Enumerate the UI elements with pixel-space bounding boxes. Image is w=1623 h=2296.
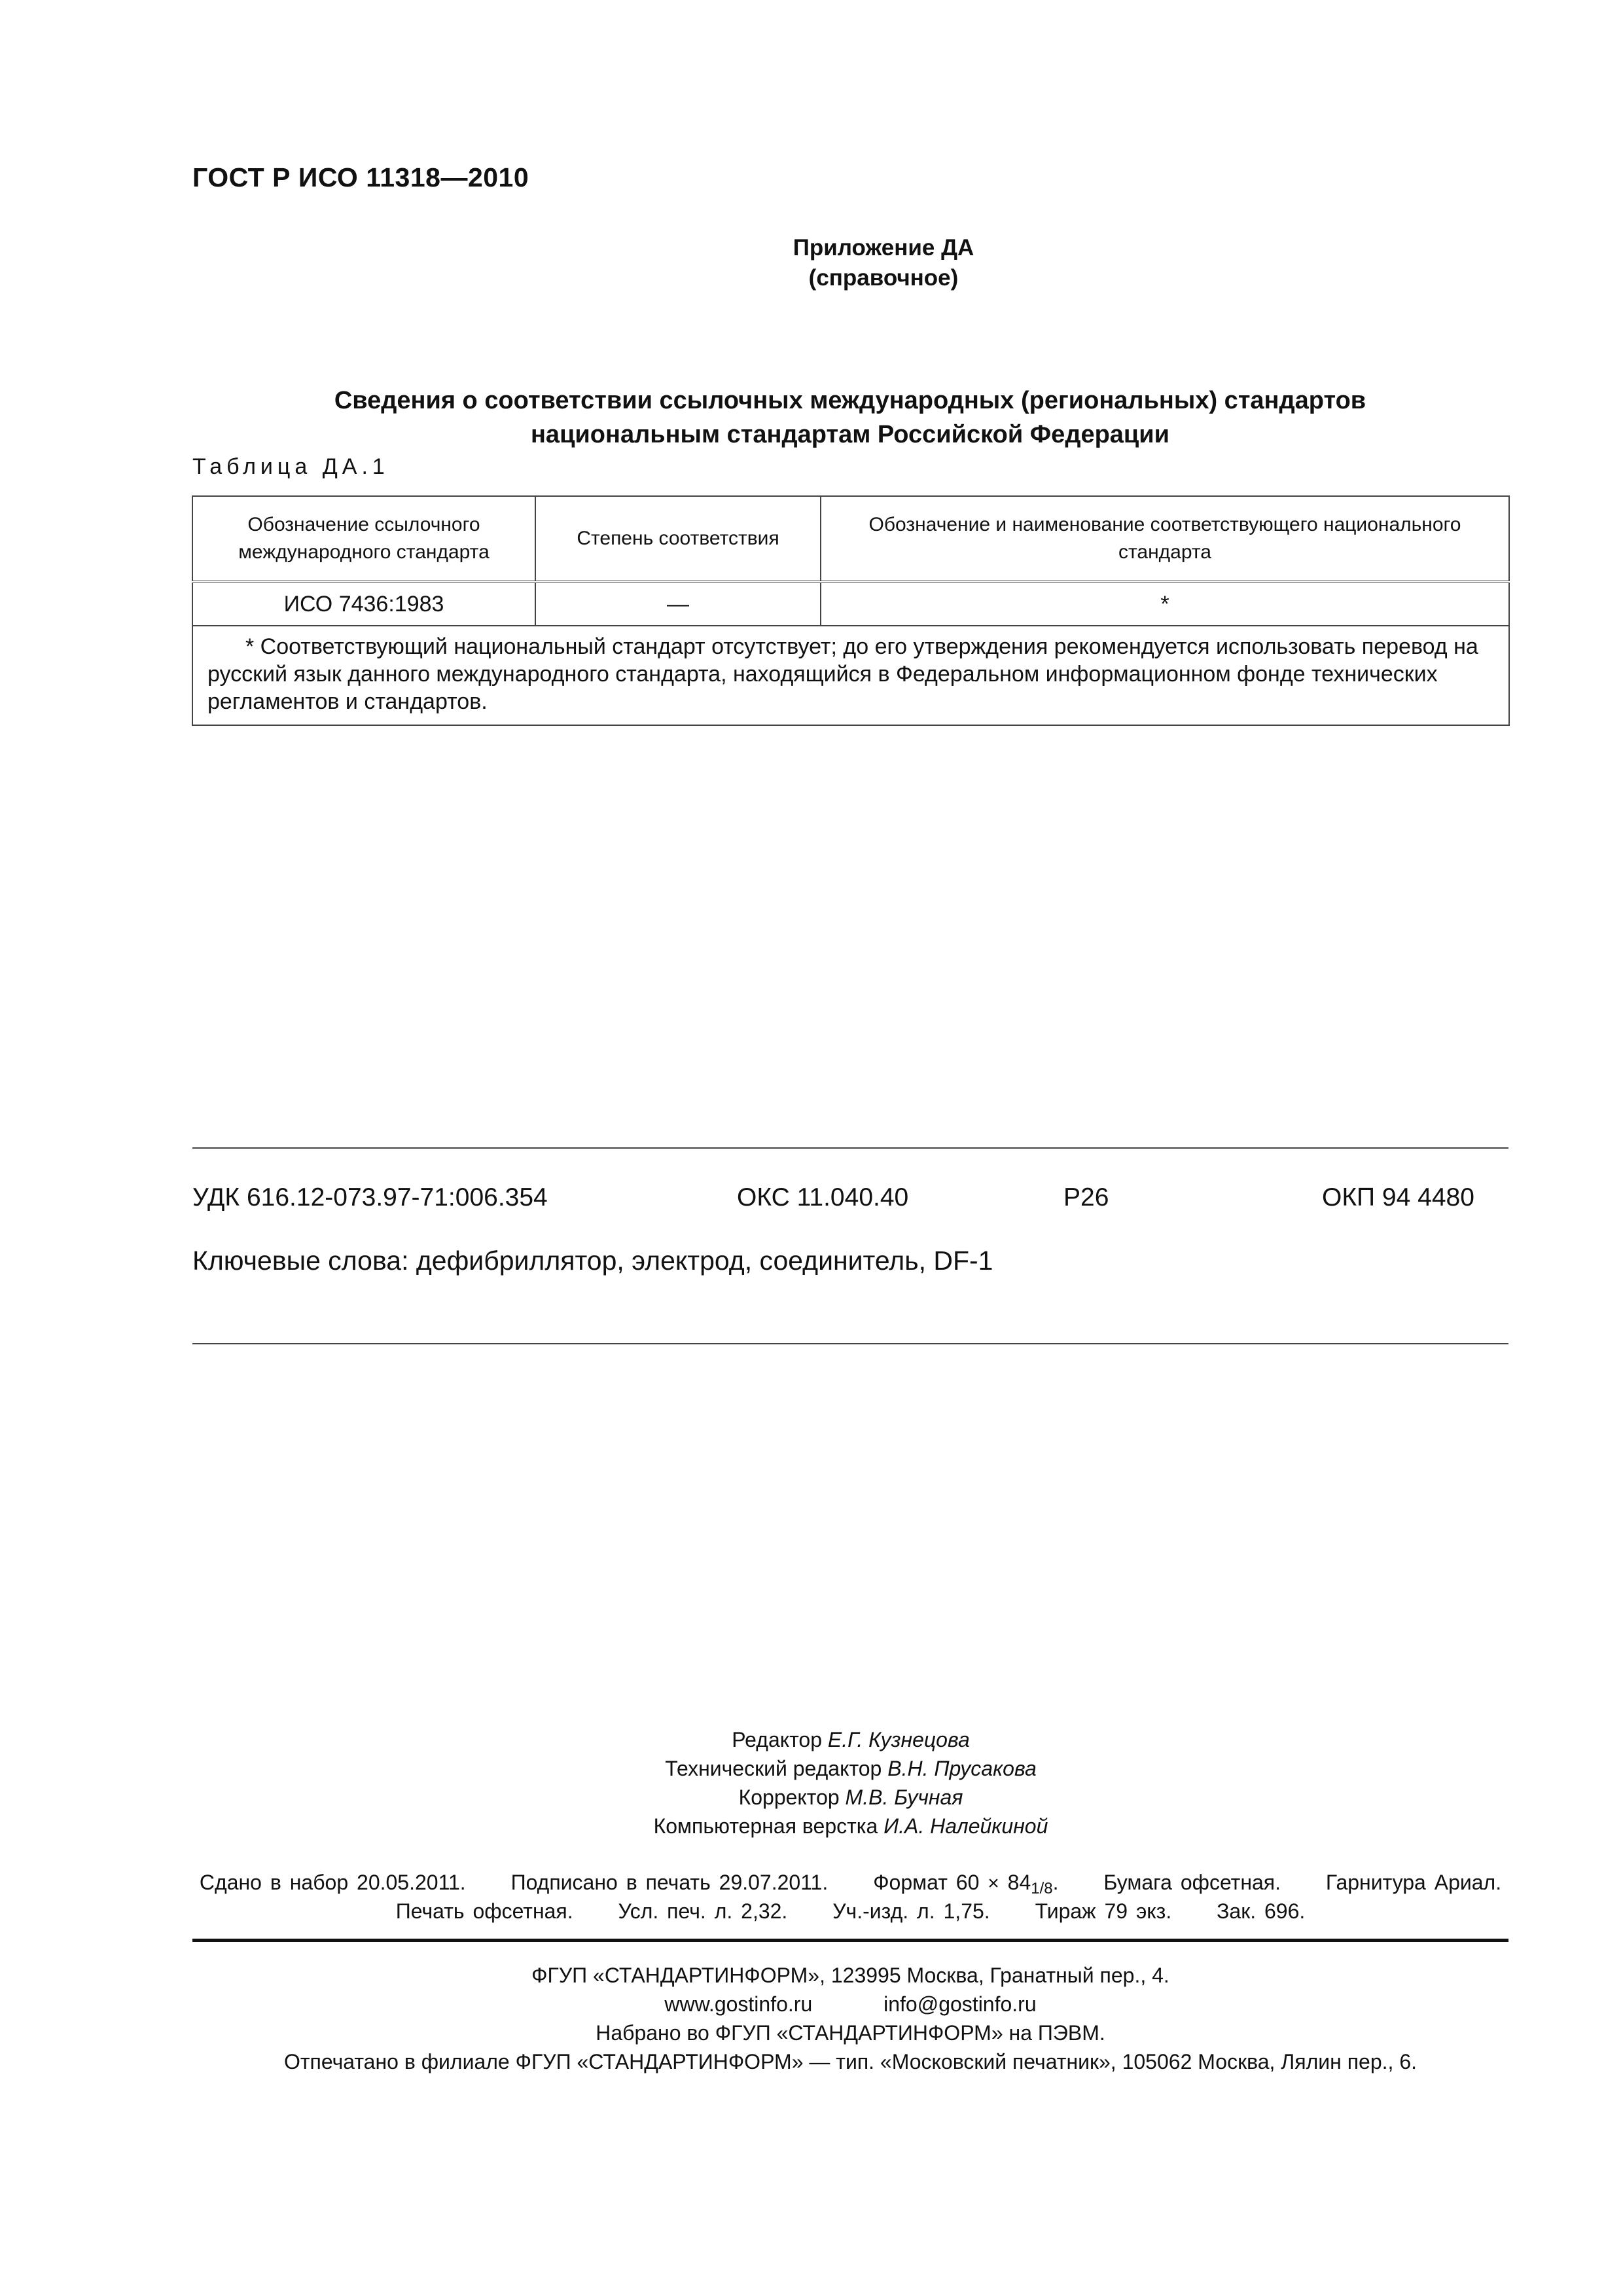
email-link[interactable]: info@gostinfo.ru: [883, 1992, 1037, 2016]
typeset-info: Набрано во ФГУП «СТАНДАРТИНФОРМ» на ПЭВМ.: [596, 2021, 1105, 2045]
staff-role: Редактор: [732, 1728, 822, 1751]
section-title-line-2: национальным стандартам Российской Федерации: [530, 421, 1169, 448]
appendix-subtitle: (справочное): [808, 265, 959, 291]
keywords: Ключевые слова: дефибриллятор, электрод, соединитель, DF-1: [192, 1246, 993, 1276]
printed-sheets: Усл. печ. л. 2,32.: [618, 1899, 788, 1923]
staff-layout: [393, 1814, 1309, 1839]
divider-bottom: [192, 1939, 1508, 1942]
signed-date: Подписано в печать 29.07.2011.: [510, 1871, 829, 1894]
correspondence-table: [192, 495, 1510, 726]
table-header-row: [192, 496, 1509, 582]
divider-middle: [192, 1343, 1508, 1344]
document-code: ГОСТ Р ИСО 11318—2010: [192, 162, 529, 192]
column-header-national-standard: Обозначение и наименование соответствующего национального стандарта: [821, 496, 1509, 582]
section-title-line-1: Сведения о соответствии ссылочных международных (региональных) стандартов: [334, 387, 1366, 414]
printed-info: Отпечатано в филиале ФГУП «СТАНДАРТИНФОРМ» — тип. «Московский печатник», 105062 Москва, Лялин пер., 6.: [283, 2050, 1417, 2073]
format: Формат 60 × 841/8.: [873, 1871, 1059, 1897]
appendix-title: Приложение ДА: [793, 235, 974, 260]
cell-international-standard: ИСО 7436:1983: [192, 582, 535, 626]
publisher-sheets: Уч.-изд. л. 1,75.: [832, 1899, 990, 1923]
print-info-line-2: [192, 1899, 1508, 1924]
table-row: [192, 582, 1509, 626]
staff-name: И.А. Налейкиной: [883, 1814, 1048, 1838]
divider-top: [192, 1147, 1508, 1149]
cell-compliance-degree: —: [535, 582, 821, 626]
paper-type: Бумага офсетная.: [1103, 1871, 1281, 1894]
website-link[interactable]: www.gostinfo.ru: [664, 1992, 813, 2016]
staff-name: М.В. Бучная: [845, 1785, 963, 1809]
print-type: Печать офсетная.: [395, 1899, 573, 1923]
staff-proofreader: [393, 1785, 1309, 1810]
column-header-compliance-degree: Степень соответствия: [535, 496, 821, 582]
staff-editor: [393, 1728, 1309, 1752]
typeface: Гарнитура Ариал.: [1325, 1871, 1502, 1894]
okp-code: ОКП 94 4480: [1322, 1183, 1474, 1211]
submitted-date: Сдано в набор 20.05.2011.: [199, 1871, 466, 1894]
udk-code: УДК 616.12-073.97-71:006.354: [192, 1183, 548, 1211]
table-label: Таблица ДА.1: [192, 454, 389, 479]
oks-code: ОКС 11.040.40: [737, 1183, 909, 1211]
publisher-contacts: [192, 1992, 1508, 2017]
order-number: Зак. 696.: [1217, 1899, 1306, 1923]
print-info-line-1: [192, 1871, 1508, 1898]
cell-national-standard: *: [821, 582, 1509, 626]
table-footnote: * Соответствующий национальный стандарт отсутствует; до его утверждения рекомендуется использовать перевод на русский язык данного международного стандарта, находящийся в Федеральном информационном фонде технических регламентов и стандартов.: [192, 626, 1509, 725]
staff-technical-editor: [393, 1757, 1309, 1781]
staff-name: Е.Г. Кузнецова: [827, 1728, 970, 1751]
staff-role: Технический редактор: [665, 1757, 882, 1780]
publisher-address: ФГУП «СТАНДАРТИНФОРМ», 123995 Москва, Гранатный пер., 4.: [531, 1964, 1169, 1987]
staff-name: В.Н. Прусакова: [887, 1757, 1037, 1780]
staff-role: Корректор: [738, 1785, 840, 1809]
column-header-international-standard: Обозначение ссылочного международного стандарта: [192, 496, 535, 582]
staff-role: Компьютерная верстка: [653, 1814, 878, 1838]
circulation: Тираж 79 экз.: [1035, 1899, 1172, 1923]
group-code: Р26: [1063, 1183, 1109, 1211]
table-footnote-row: [192, 626, 1509, 725]
